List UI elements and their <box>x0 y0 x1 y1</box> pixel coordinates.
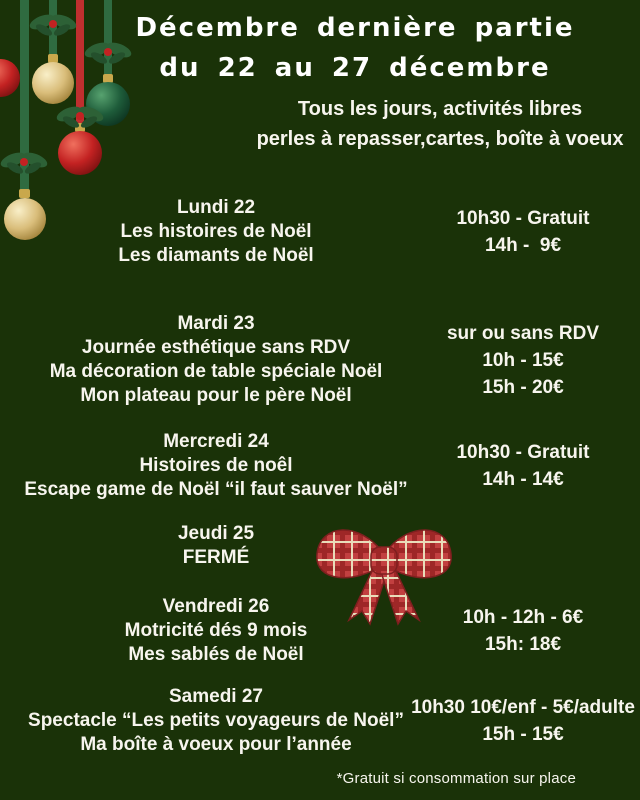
day-activities <box>0 336 432 408</box>
day-activities <box>0 709 432 757</box>
time-line: 15h - 20€ <box>482 376 564 398</box>
activity-line: Mes sablés de Noël <box>128 644 304 665</box>
day-title: Mercredi 24 <box>163 431 269 452</box>
day-title: Jeudi 25 <box>177 523 255 544</box>
activity-line: Ma décoration de table spéciale Noël <box>49 361 383 382</box>
title-line-1: Décembre dernière partie <box>135 13 575 43</box>
time-line: 10h30 - Gratuit <box>456 208 590 229</box>
footer-note: *Gratuit si consommation sur place <box>336 770 576 787</box>
day-times <box>432 320 614 401</box>
activity-line: Mon plateau pour le père Noël <box>80 385 352 406</box>
day-title: Samedi 27 <box>169 686 263 707</box>
day-title: Vendredi 26 <box>162 596 270 617</box>
day-row <box>0 196 640 268</box>
day-times <box>432 205 614 259</box>
time-line: 15h - 15€ <box>482 724 564 745</box>
day-row <box>0 685 640 757</box>
page-title <box>110 8 600 88</box>
day-title: Lundi 22 <box>176 197 256 218</box>
day-block <box>0 685 432 757</box>
activity-line: Histoires de noêl <box>139 455 293 476</box>
time-line: 10h30 - Gratuit <box>456 442 590 463</box>
day-block <box>0 196 432 268</box>
activity-line: Motricité dés 9 mois <box>124 620 308 641</box>
day-activities <box>0 220 432 268</box>
day-times <box>432 439 614 493</box>
activity-line: Spectacle “Les petits voyageurs de Noël” <box>28 710 404 731</box>
time-line: 10h30 10€/enf - 5€/adulte <box>411 697 635 718</box>
day-times <box>411 694 635 748</box>
time-line: 14h - 9€ <box>484 235 562 256</box>
time-line: sur ou sans RDV <box>446 322 600 344</box>
subtitle-line-2: perles à repasser,cartes, boîte à voeux <box>256 128 624 150</box>
activity-line: Les histoires de Noël <box>120 221 312 242</box>
day-row <box>0 430 640 502</box>
activity-line: Journée esthétique sans RDV <box>81 337 351 358</box>
time-line: 10h - 12h - 6€ <box>462 607 584 628</box>
day-title: Mardi 23 <box>177 313 255 334</box>
day-block <box>0 312 432 408</box>
day-activities <box>0 454 432 502</box>
time-line: 15h: 18€ <box>484 634 562 655</box>
activity-line: Les diamants de Noël <box>118 245 314 266</box>
time-line: 14h - 14€ <box>482 469 564 490</box>
activity-line: FERMÉ <box>182 547 250 568</box>
tartan-bow-icon <box>304 512 464 627</box>
day-block <box>0 430 432 502</box>
subtitle-line-1: Tous les jours, activités libres <box>297 98 583 120</box>
subtitle <box>240 94 640 154</box>
day-row <box>0 312 640 408</box>
activity-line: Escape game de Noël “il faut sauver Noël” <box>24 479 408 500</box>
activity-line: Ma boîte à voeux pour l’année <box>80 734 352 755</box>
time-line: 10h - 15€ <box>482 349 564 371</box>
title-line-2: du 22 au 27 décembre <box>159 53 551 83</box>
